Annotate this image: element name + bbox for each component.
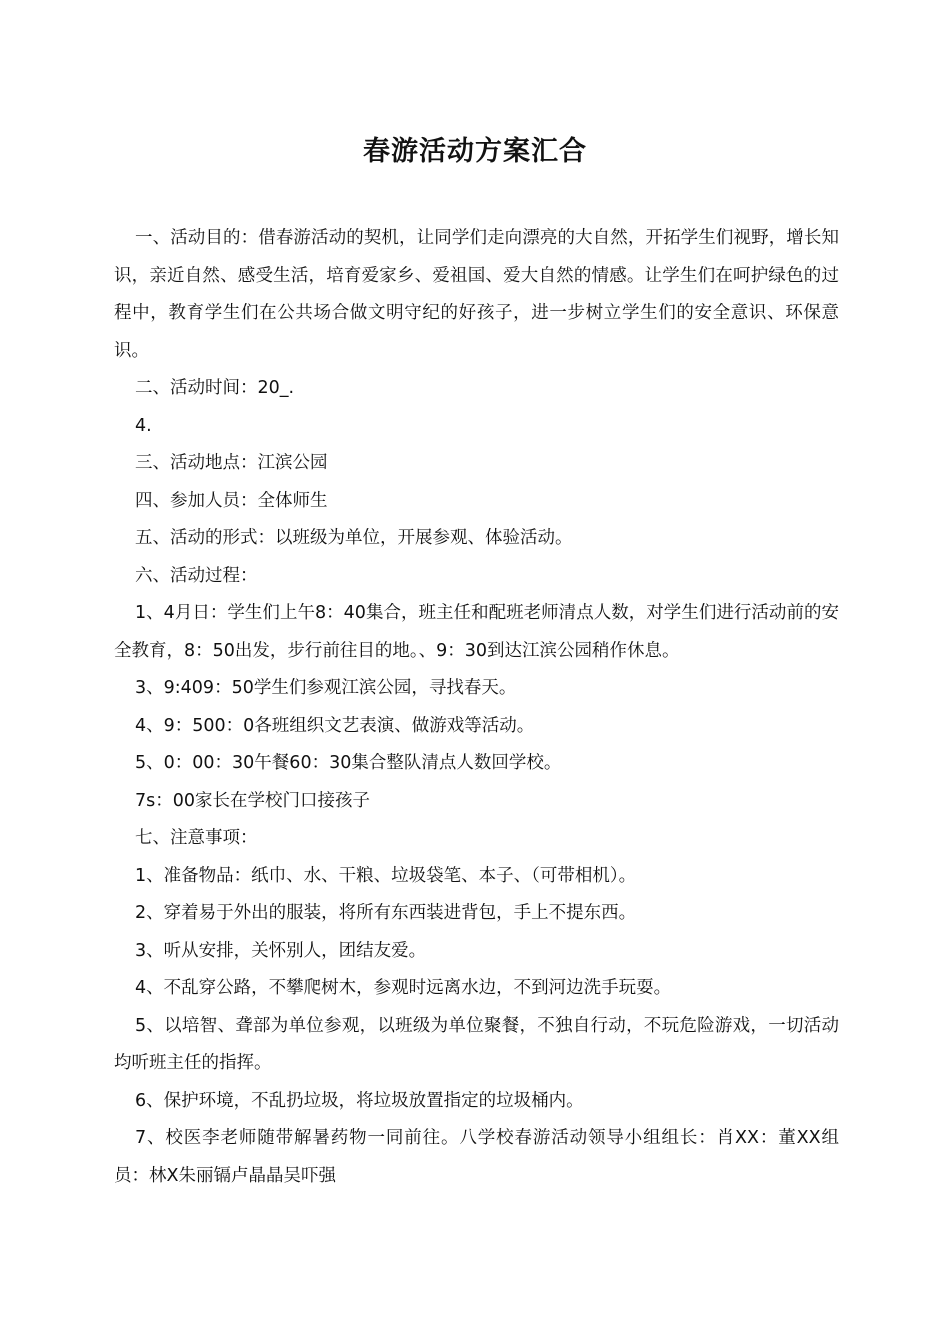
paragraph-note-5: 5、以培智、聋部为单位参观，以班级为单位聚餐，不独自行动，不玩危险游戏，一切活动均听班主任的指挥。 [114,1015,839,1073]
paragraph-note-3: 3、听从安排，关怀别人，团结友爱。 [135,940,427,961]
paragraph-note-2: 2、穿着易于外出的服装，将所有东西装进背包，手上不提东西。 [135,903,637,923]
paragraph-process-7: 7s：00家长在学校门口接孩子 [135,790,371,811]
paragraph-note-1: 1、准备物品：纸巾、水、干粮、垃圾袋笔、本子、（可带相机）。 [135,865,637,886]
paragraph-process-1: 1、4月日：学生们上午8：40集合，班主任和配班老师清点人数，对学生们进行活动前的安全教育，8：50出发，步行前往目的地。、9：30到达江滨公园稍作休息。 [114,603,839,661]
paragraph-process-5: 5、0：00：30午餐60：30集合整队清点人数回学校。 [135,753,562,773]
paragraph-note-7: 7、校医李老师随带解暑药物一同前往。八学校春游活动领导小组组长：肖XX：董XX组员：林X朱丽镉卢晶晶吴吓强 [114,1128,839,1186]
paragraph-notes-heading: 七、注意事项： [135,828,258,848]
paragraph-time: 二、活动时间：20_. [135,378,295,398]
paragraph-time-cont: 4. [135,415,152,436]
paragraph-note-6: 6、保护环境，不乱扔垃圾，将垃圾放置指定的垃圾桶内。 [135,1090,584,1111]
document-title: 春游活动方案汇合 [363,136,587,167]
paragraph-process-heading: 六、活动过程： [135,565,258,586]
paragraph-process-3: 3、9:409：50学生们参观江滨公园，寻找春天。 [135,678,517,698]
paragraph-format: 五、活动的形式：以班级为单位，开展参观、体验活动。 [135,528,573,548]
paragraph-note-4: 4、不乱穿公路，不攀爬树木，参观时远离水边，不到河边洗手玩耍。 [135,978,672,998]
paragraph-process-4: 4、9：500：0各班组织文艺表演、做游戏等活动。 [135,715,535,736]
document-body [114,220,839,1195]
paragraph-location: 三、活动地点：江滨公园 [135,453,328,473]
paragraph-participants: 四、参加人员：全体师生 [135,490,328,511]
paragraph-purpose: 一、活动目的：借春游活动的契机，让同学们走向漂亮的大自然，开拓学生们视野，增长知识，亲近自然、感受生活，培育爱家乡、爱祖国、爱大自然的情感。让学生们在呵护绿色的过程中，教育学生们在公共场合做文明守纪的好孩子，进一步树立学生们的安全意识、环保意识。 [114,228,839,361]
